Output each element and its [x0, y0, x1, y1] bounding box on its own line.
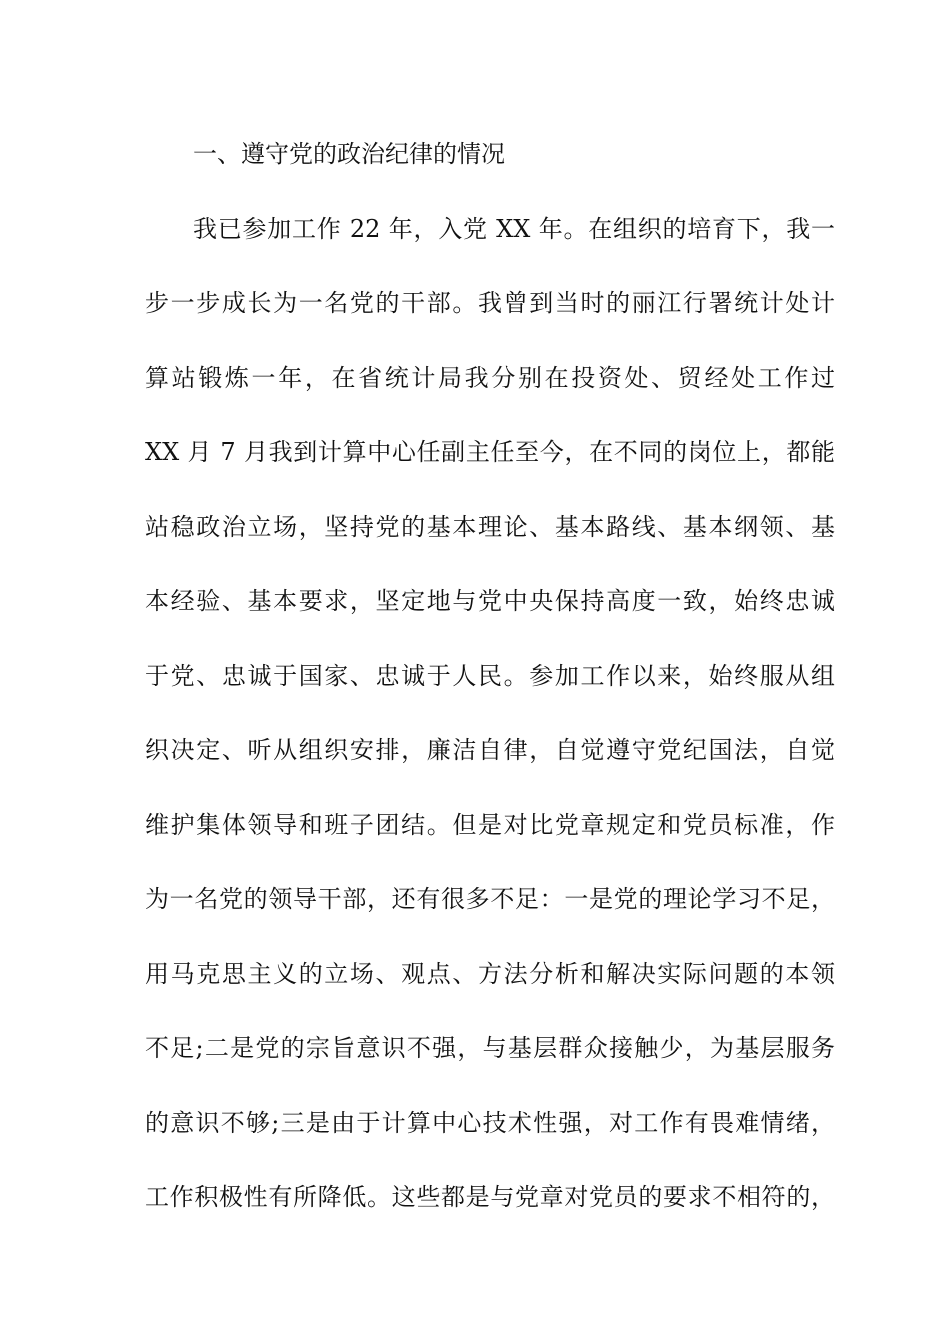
paragraph-line: 本经验、基本要求，坚定地与党中央保持高度一致，始终忠诚 — [145, 587, 835, 615]
paragraph-line: 我已参加工作 22 年，入党 XX 年。在组织的培育下，我一 — [193, 214, 835, 243]
paragraph-line: 步一步成长为一名党的干部。我曾到当时的丽江行署统计处计 — [145, 289, 835, 317]
paragraph-line: 工作积极性有所降低。这些都是与党章对党员的要求不相符的， — [145, 1183, 835, 1211]
paragraph-line: XX 月 7 月我到计算中心任副主任至今，在不同的岗位上，都能 — [145, 438, 835, 466]
paragraph-line: 于党、忠诚于国家、忠诚于人民。参加工作以来，始终服从组 — [145, 661, 835, 690]
paragraph-line: 站稳政治立场，坚持党的基本理论、基本路线、基本纲领、基 — [145, 512, 835, 541]
paragraph-line: 算站锻炼一年，在省统计局我分别在投资处、贸经处工作过 — [145, 363, 835, 392]
paragraph-line: 为一名党的领导干部，还有很多不足：一是党的理论学习不足， — [145, 885, 835, 913]
section-heading: 一、遵守党的政治纪律的情况 — [193, 140, 505, 168]
paragraph-line: 织决定、听从组织安排，廉洁自律，自觉遵守党纪国法，自觉 — [145, 736, 835, 764]
paragraph-line: 不足;二是党的宗旨意识不强，与基层群众接触少，为基层服务 — [145, 1034, 835, 1062]
paragraph-line: 的意识不够;三是由于计算中心技术性强，对工作有畏难情绪， — [145, 1108, 835, 1137]
document-body — [145, 134, 835, 1252]
paragraph-line: 用马克思主义的立场、观点、方法分析和解决实际问题的本领 — [145, 959, 835, 988]
paragraph-line: 维护集体领导和班子团结。但是对比党章规定和党员标准，作 — [145, 810, 835, 839]
